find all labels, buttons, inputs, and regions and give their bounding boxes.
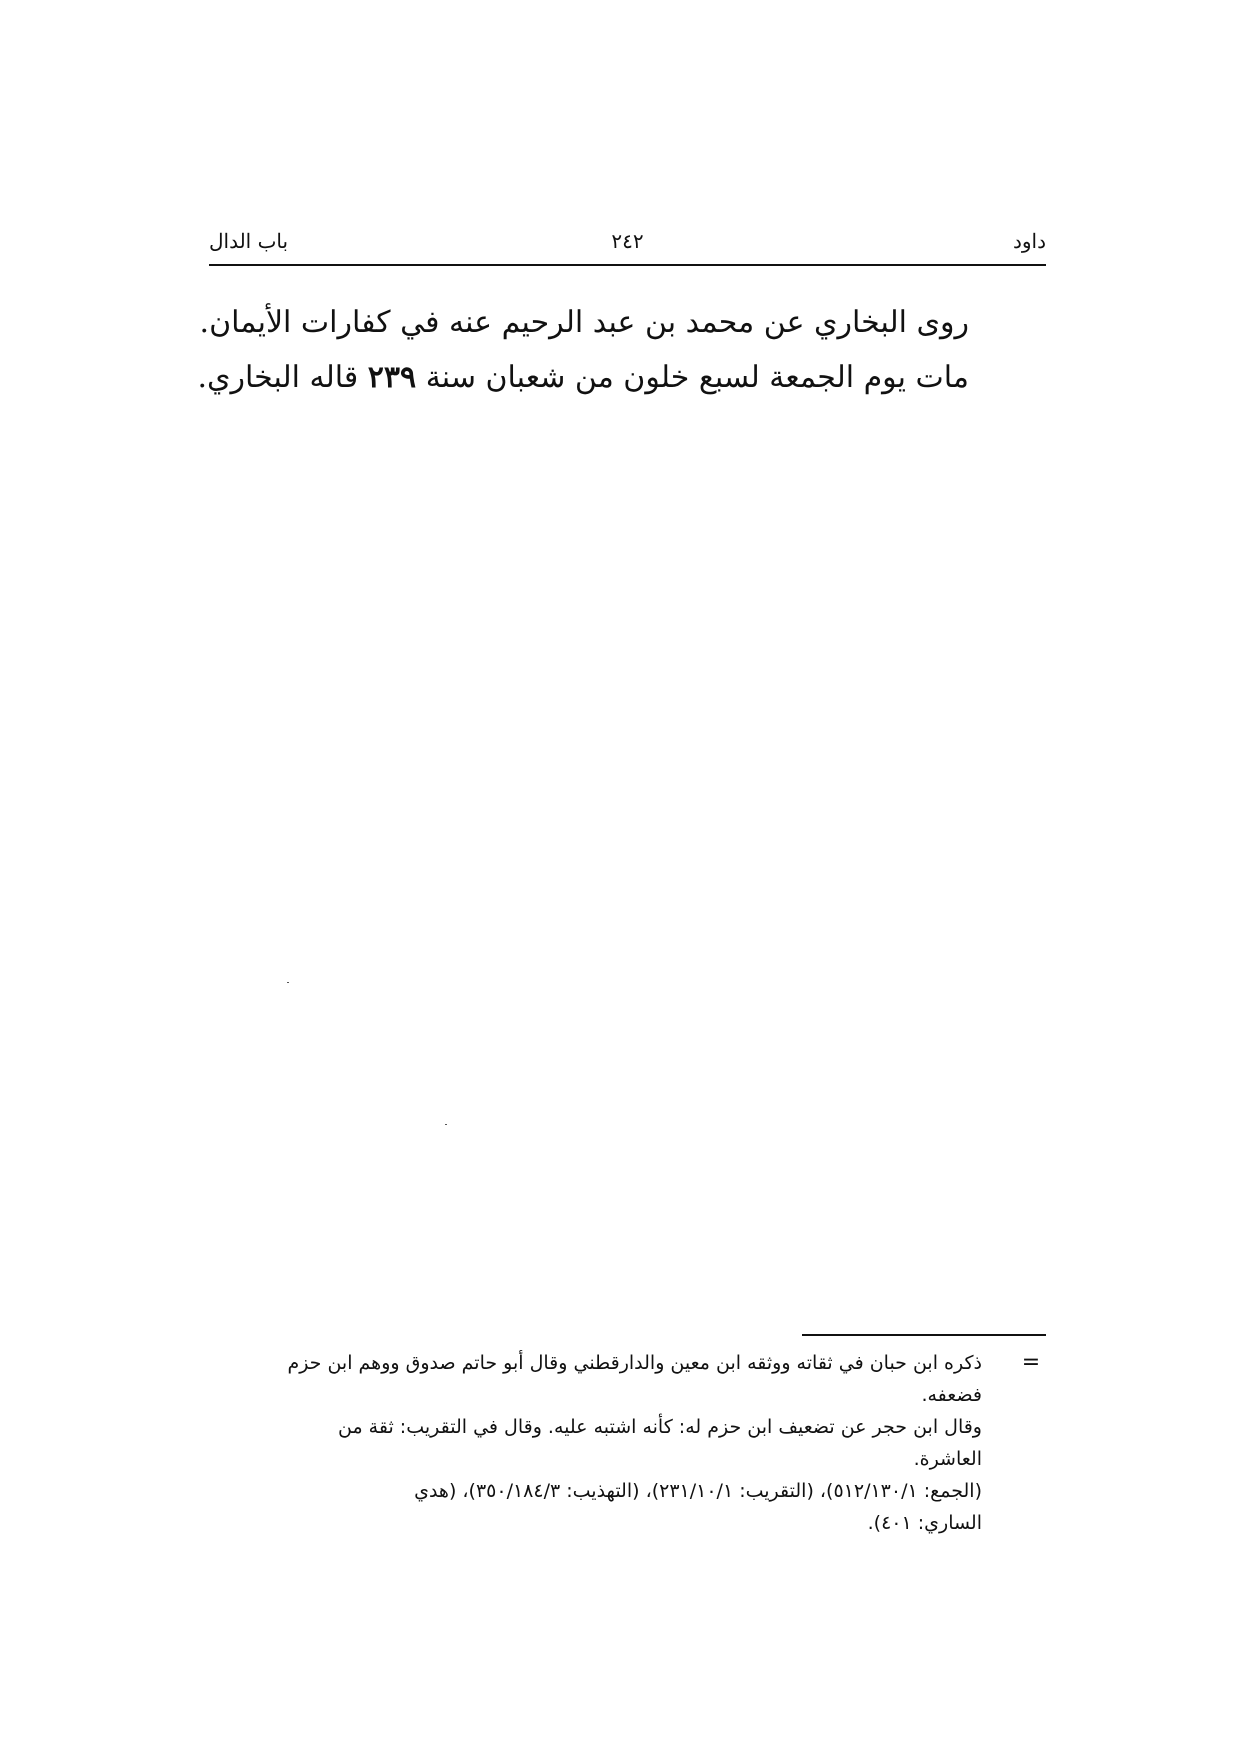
scan-speck	[445, 1124, 447, 1125]
main-text-line	[199, 295, 969, 350]
footnote-line: فضعفه.	[921, 1384, 982, 1406]
footnote-line: العاشرة.	[913, 1448, 982, 1470]
footnotes	[215, 1347, 1046, 1539]
header-divider	[209, 264, 1046, 266]
footnote-line: وقال ابن حجر عن تضعيف ابن حزم له: كأنه اشتبه عليه. وقال في التقريب: ثقة من	[338, 1416, 982, 1438]
chapter-title: باب الدال	[209, 229, 289, 253]
footnote-line: (الجمع: ٥١٢/١٣٠/١)، (التقريب: ٢٣١/١٠/١)، (التهذيب: ٣٥٠/١٨٤/٣)، (هدي	[414, 1480, 982, 1502]
entry-name: داود	[1012, 229, 1046, 253]
main-text	[197, 295, 969, 405]
main-text-line	[197, 350, 969, 405]
running-header	[209, 225, 1046, 259]
main-line-2-after: قاله البخاري.	[197, 360, 359, 395]
main-line-2-before: مات يوم الجمعة لسبع خلون من شعبان سنة	[425, 360, 969, 395]
continuation-marker: =	[1021, 1350, 1041, 1375]
footnote-paragraph	[215, 1475, 1046, 1539]
death-year: ٢٣٩	[367, 360, 417, 395]
footnote-paragraph	[215, 1411, 1046, 1475]
main-line-1-text: روى البخاري عن محمد بن عبد الرحيم عنه في كفارات الأيمان.	[199, 305, 969, 340]
footnote-line: ذكره ابن حبان في ثقاته ووثقه ابن معين والدارقطني وقال أبو حاتم صدوق ووهم ابن حزم	[287, 1352, 982, 1374]
footnote-divider	[802, 1334, 1046, 1336]
footnote-line: الساري: ٤٠١).	[867, 1512, 982, 1534]
footnote-paragraph	[215, 1347, 1046, 1411]
scan-speck	[287, 982, 289, 983]
page-number: ٢٤٢	[611, 229, 644, 253]
